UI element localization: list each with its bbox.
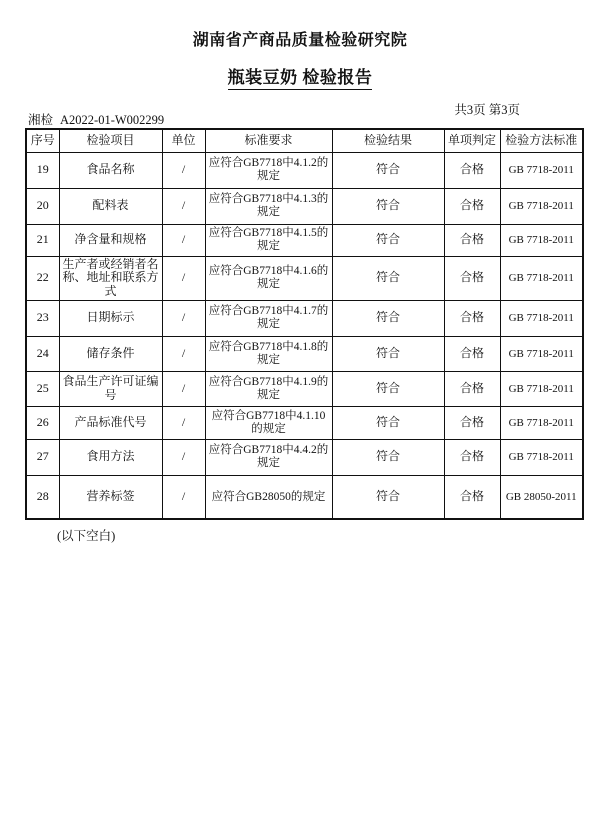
- cell-result: 符合: [332, 300, 444, 336]
- cell-unit: /: [162, 371, 205, 406]
- cell-result: 符合: [332, 224, 444, 256]
- col-header-requirement: 标准要求: [205, 129, 332, 152]
- table-row: [26, 336, 583, 371]
- cell-result: 符合: [332, 406, 444, 439]
- cell-no: 25: [26, 371, 59, 406]
- cell-judgment: 合格: [444, 439, 500, 475]
- cell-judgment: 合格: [444, 256, 500, 300]
- cell-method: GB 7718-2011: [500, 224, 583, 256]
- cell-method: GB 7718-2011: [500, 152, 583, 188]
- report-number-value: A2022-01-W002299: [60, 113, 178, 129]
- cell-requirement: 应符合GB7718中4.1.5的规定: [205, 224, 332, 256]
- cell-unit: /: [162, 300, 205, 336]
- cell-unit: /: [162, 406, 205, 439]
- cell-item: 食用方法: [59, 439, 162, 475]
- cell-requirement: 应符合GB7718中4.1.7的规定: [205, 300, 332, 336]
- cell-unit: /: [162, 475, 205, 519]
- cell-unit: /: [162, 256, 205, 300]
- cell-requirement: 应符合GB7718中4.1.6的规定: [205, 256, 332, 300]
- cell-result: 符合: [332, 475, 444, 519]
- cell-unit: /: [162, 224, 205, 256]
- table-row: [26, 224, 583, 256]
- cell-result: 符合: [332, 152, 444, 188]
- cell-no: 20: [26, 188, 59, 224]
- report-title: [0, 63, 600, 88]
- cell-item: 食品名称: [59, 152, 162, 188]
- cell-method: GB 7718-2011: [500, 256, 583, 300]
- table-row: [26, 152, 583, 188]
- cell-no: 27: [26, 439, 59, 475]
- cell-result: 符合: [332, 256, 444, 300]
- table-row: [26, 256, 583, 300]
- cell-method: GB 7718-2011: [500, 336, 583, 371]
- col-header-no: 序号: [26, 129, 59, 152]
- cell-judgment: 合格: [444, 336, 500, 371]
- cell-requirement: 应符合GB7718中4.1.2的规定: [205, 152, 332, 188]
- cell-method: GB 28050-2011: [500, 475, 583, 519]
- cell-result: 符合: [332, 439, 444, 475]
- cell-no: 23: [26, 300, 59, 336]
- cell-unit: /: [162, 336, 205, 371]
- cell-item: 净含量和规格: [59, 224, 162, 256]
- cell-result: 符合: [332, 188, 444, 224]
- cell-item: 日期标示: [59, 300, 162, 336]
- col-header-method: 检验方法标准: [500, 129, 583, 152]
- cell-unit: /: [162, 188, 205, 224]
- cell-judgment: 合格: [444, 371, 500, 406]
- cell-judgment: 合格: [444, 300, 500, 336]
- table-row: [26, 475, 583, 519]
- report-title-text: 瓶装豆奶 检验报告: [228, 68, 373, 90]
- cell-requirement: 应符合GB28050的规定: [205, 475, 332, 519]
- report-number-prefix: 湘检: [28, 113, 54, 127]
- cell-method: GB 7718-2011: [500, 406, 583, 439]
- cell-requirement: 应符合GB7718中4.1.8的规定: [205, 336, 332, 371]
- cell-judgment: 合格: [444, 224, 500, 256]
- table-row: [26, 439, 583, 475]
- cell-no: 21: [26, 224, 59, 256]
- cell-item: 储存条件: [59, 336, 162, 371]
- cell-item: 营养标签: [59, 475, 162, 519]
- inspection-results-table: [25, 128, 584, 520]
- cell-unit: /: [162, 439, 205, 475]
- cell-method: GB 7718-2011: [500, 300, 583, 336]
- cell-no: 24: [26, 336, 59, 371]
- cell-requirement: 应符合GB7718中4.1.9的规定: [205, 371, 332, 406]
- cell-no: 22: [26, 256, 59, 300]
- inspection-report-page: [0, 27, 600, 827]
- table-row: [26, 406, 583, 439]
- table-row: [26, 300, 583, 336]
- table-header-row: [26, 129, 583, 152]
- table-row: [26, 371, 583, 406]
- cell-item: 配料表: [59, 188, 162, 224]
- cell-judgment: 合格: [444, 152, 500, 188]
- cell-item: 产品标准代号: [59, 406, 162, 439]
- table-row: [26, 188, 583, 224]
- cell-judgment: 合格: [444, 406, 500, 439]
- cell-method: GB 7718-2011: [500, 188, 583, 224]
- col-header-item: 检验项目: [59, 129, 162, 152]
- cell-judgment: 合格: [444, 188, 500, 224]
- institute-title: 湖南省产商品质量检验研究院: [192, 32, 408, 49]
- below-blank-note: (以下空白): [57, 529, 116, 544]
- cell-requirement: 应符合GB7718中4.1.3的规定: [205, 188, 332, 224]
- cell-item: 食品生产许可证编号: [59, 371, 162, 406]
- cell-unit: /: [162, 152, 205, 188]
- cell-no: 28: [26, 475, 59, 519]
- cell-judgment: 合格: [444, 475, 500, 519]
- cell-method: GB 7718-2011: [500, 439, 583, 475]
- cell-item: 生产者或经销者名称、地址和联系方式: [59, 256, 162, 300]
- pagination-info: 共3页 第3页: [454, 103, 520, 117]
- report-header-info: [25, 103, 582, 128]
- col-header-unit: 单位: [162, 129, 205, 152]
- cell-requirement: 应符合GB7718中4.4.2的规定: [205, 439, 332, 475]
- cell-requirement: 应符合GB7718中4.1.10的规定: [205, 406, 332, 439]
- cell-no: 19: [26, 152, 59, 188]
- cell-result: 符合: [332, 371, 444, 406]
- col-header-result: 检验结果: [332, 129, 444, 152]
- report-number: [28, 110, 178, 128]
- cell-result: 符合: [332, 336, 444, 371]
- cell-no: 26: [26, 406, 59, 439]
- col-header-judgment: 单项判定: [444, 129, 500, 152]
- cell-method: GB 7718-2011: [500, 371, 583, 406]
